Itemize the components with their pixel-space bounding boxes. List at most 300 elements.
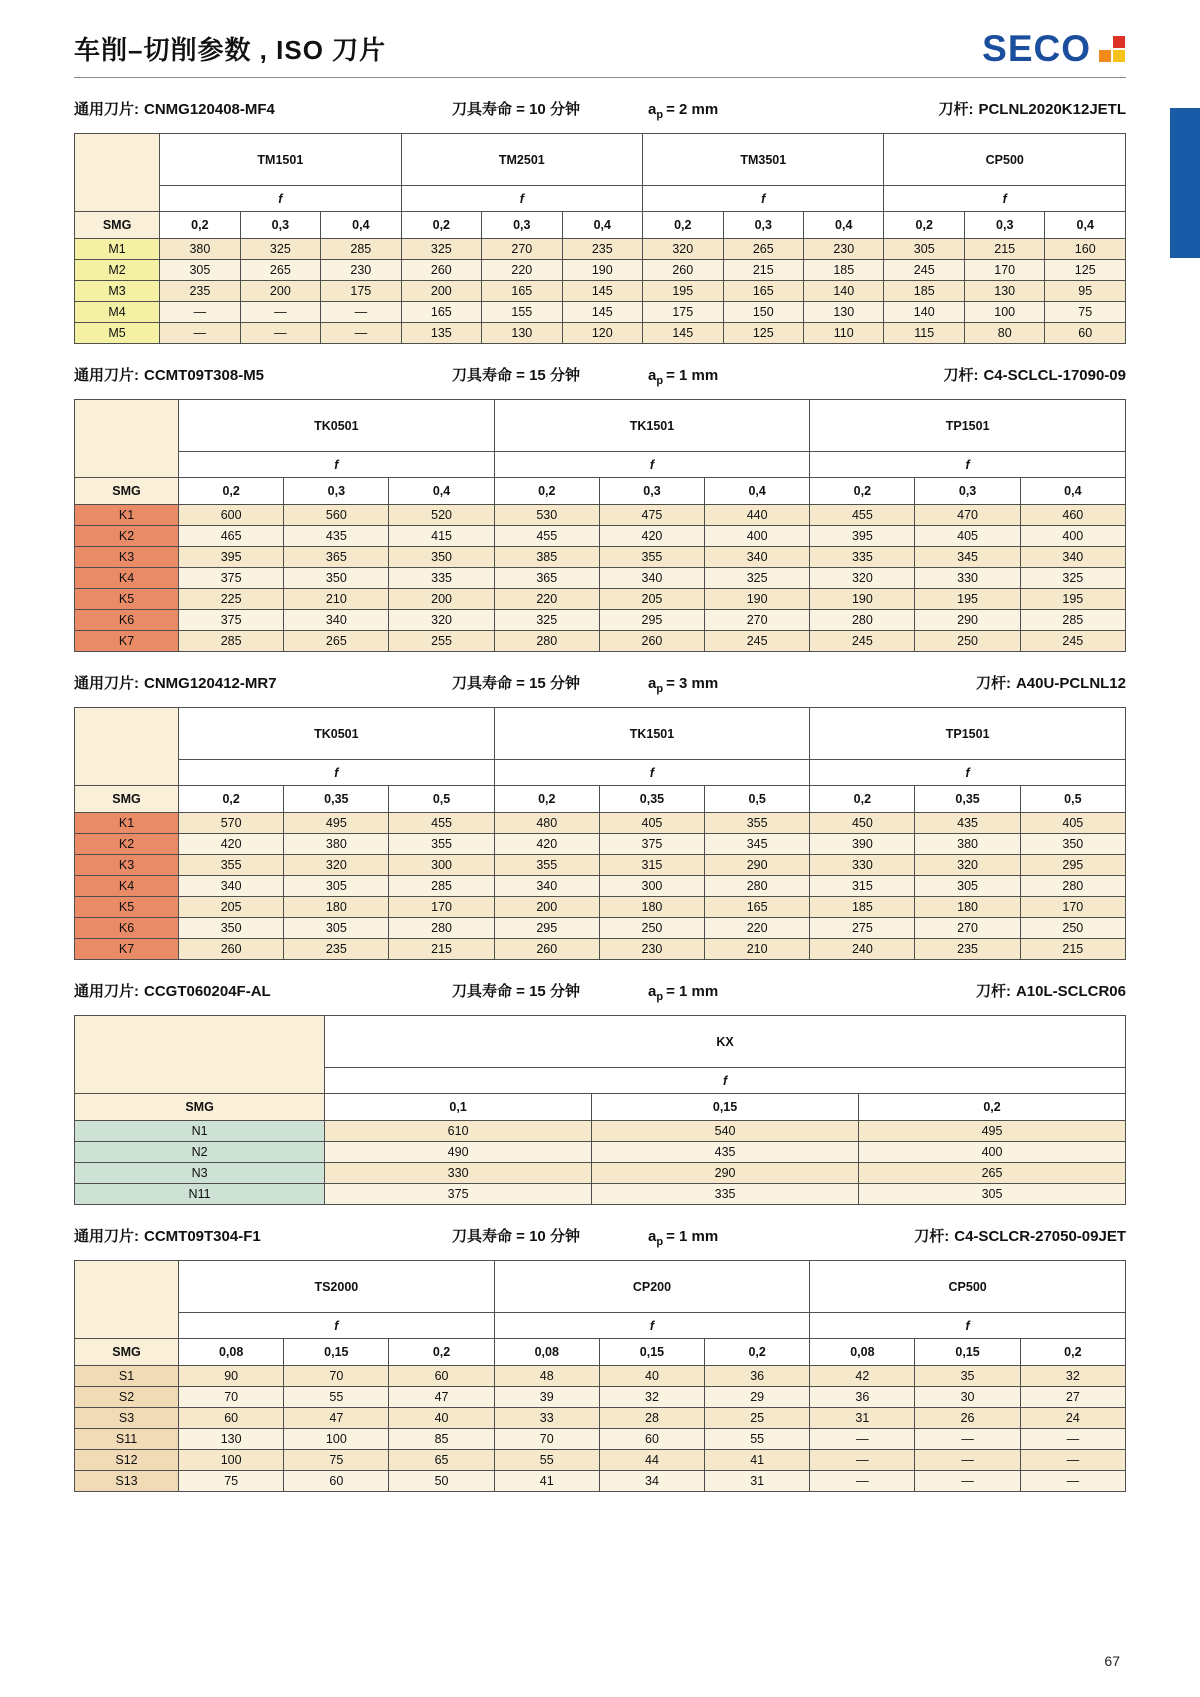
smg-row-header: K3 — [75, 547, 179, 568]
speed-value-cell: 90 — [179, 1366, 284, 1387]
speed-value-cell: 325 — [705, 568, 810, 589]
speed-value-cell: 205 — [179, 897, 284, 918]
speed-value-cell: 100 — [284, 1429, 389, 1450]
speed-value-cell: 325 — [240, 239, 320, 260]
feed-value-header: 0,1 — [325, 1094, 592, 1121]
speed-value-cell: 340 — [705, 547, 810, 568]
speed-value-cell: 31 — [810, 1408, 915, 1429]
speed-value-cell: 435 — [915, 813, 1020, 834]
speed-value-cell: 265 — [859, 1163, 1126, 1184]
holder-label: 刀杆: — [943, 367, 979, 384]
insert-label: 通用刀片: — [74, 101, 139, 118]
parameter-section — [74, 364, 1126, 652]
table-row — [75, 323, 1126, 344]
speed-value-cell: 265 — [284, 631, 389, 652]
speed-value-cell: 265 — [723, 239, 803, 260]
feed-value-row — [75, 786, 1126, 813]
feed-symbol-row — [75, 186, 1126, 212]
speed-value-cell: 145 — [562, 281, 642, 302]
feed-value-header: 0,5 — [705, 786, 810, 813]
parameter-section — [74, 672, 1126, 960]
speed-value-cell: 80 — [964, 323, 1044, 344]
insert-name — [74, 980, 452, 1001]
speed-value-cell: 265 — [240, 260, 320, 281]
speed-value-cell: 315 — [599, 855, 704, 876]
table-corner — [75, 1261, 179, 1339]
smg-header: SMG — [75, 786, 179, 813]
speed-value-cell: 435 — [592, 1142, 859, 1163]
speed-value-cell: 245 — [884, 260, 964, 281]
grade-header-row — [75, 400, 1126, 452]
speed-value-cell: 570 — [179, 813, 284, 834]
speed-value-cell: 285 — [389, 876, 494, 897]
cutting-data-table — [74, 1015, 1126, 1205]
feed-value-header: 0,2 — [810, 478, 915, 505]
table-row — [75, 834, 1126, 855]
feed-value-header: 0,2 — [884, 212, 964, 239]
table-row — [75, 1366, 1126, 1387]
speed-value-cell: 150 — [723, 302, 803, 323]
speed-value-cell: 200 — [389, 589, 494, 610]
speed-value-cell: 125 — [723, 323, 803, 344]
section-header — [74, 672, 1126, 695]
holder-label: 刀杆: — [914, 1228, 950, 1245]
speed-value-cell: 400 — [1020, 526, 1125, 547]
speed-value-cell: 31 — [705, 1471, 810, 1492]
speed-value-cell: 380 — [160, 239, 240, 260]
smg-row-header: N3 — [75, 1163, 325, 1184]
table-row — [75, 1429, 1126, 1450]
ap-value: = 1 mm — [666, 1228, 719, 1245]
feed-value-header: 0,4 — [562, 212, 642, 239]
table-row — [75, 547, 1126, 568]
table-row — [75, 876, 1126, 897]
speed-value-cell: 48 — [494, 1366, 599, 1387]
speed-value-cell: 530 — [494, 505, 599, 526]
speed-value-cell: 340 — [494, 876, 599, 897]
table-row — [75, 589, 1126, 610]
smg-row-header: K2 — [75, 526, 179, 547]
speed-value-cell: 330 — [915, 568, 1020, 589]
speed-value-cell: 100 — [964, 302, 1044, 323]
insert-value: CCGT060204F-AL — [144, 983, 271, 1000]
page-title: 车削–切削参数 , ISO 刀片 — [74, 35, 387, 65]
feed-symbol: f — [179, 1313, 495, 1339]
feed-value-header: 0,2 — [401, 212, 481, 239]
table-row — [75, 526, 1126, 547]
speed-value-cell: 285 — [179, 631, 284, 652]
speed-value-cell: 55 — [284, 1387, 389, 1408]
feed-value-header: 0,35 — [599, 786, 704, 813]
speed-value-cell: 235 — [562, 239, 642, 260]
speed-value-cell: 65 — [389, 1450, 494, 1471]
speed-value-cell: 190 — [705, 589, 810, 610]
speed-value-cell: 295 — [599, 610, 704, 631]
speed-value-cell: 215 — [964, 239, 1044, 260]
smg-row-header: M5 — [75, 323, 160, 344]
speed-value-cell: 39 — [494, 1387, 599, 1408]
speed-value-cell: 260 — [599, 631, 704, 652]
speed-value-cell: 25 — [705, 1408, 810, 1429]
speed-value-cell: 320 — [810, 568, 915, 589]
speed-value-cell: 170 — [964, 260, 1044, 281]
speed-value-cell: 280 — [810, 610, 915, 631]
feed-value-header: 0,2 — [1020, 1339, 1125, 1366]
feed-value-header: 0,5 — [1020, 786, 1125, 813]
table-row — [75, 631, 1126, 652]
speed-value-cell: 140 — [804, 281, 884, 302]
speed-value-cell: 315 — [810, 876, 915, 897]
speed-value-cell: 280 — [494, 631, 599, 652]
feed-value-header: 0,3 — [482, 212, 562, 239]
holder-value: PCLNL2020K12JETL — [978, 101, 1126, 118]
table-row — [75, 813, 1126, 834]
speed-value-cell: 165 — [401, 302, 481, 323]
speed-value-cell: 305 — [284, 876, 389, 897]
speed-value-cell: 47 — [389, 1387, 494, 1408]
feed-symbol: f — [325, 1068, 1126, 1094]
feed-symbol: f — [643, 186, 884, 212]
cutting-depth-text — [648, 983, 976, 1003]
holder-name — [914, 1225, 1126, 1246]
smg-row-header: M2 — [75, 260, 160, 281]
page-edge-tab — [1170, 108, 1200, 258]
feed-value-header: 0,3 — [599, 478, 704, 505]
table-row — [75, 239, 1126, 260]
speed-value-cell: 41 — [705, 1450, 810, 1471]
speed-value-cell: 140 — [884, 302, 964, 323]
speed-value-cell: 495 — [284, 813, 389, 834]
table-row — [75, 302, 1126, 323]
table-row — [75, 1408, 1126, 1429]
speed-value-cell: 180 — [599, 897, 704, 918]
insert-value: CCMT09T304-F1 — [144, 1228, 261, 1245]
speed-value-cell: 450 — [810, 813, 915, 834]
insert-label: 通用刀片: — [74, 983, 139, 1000]
table-row — [75, 1387, 1126, 1408]
speed-value-cell: 340 — [179, 876, 284, 897]
speed-value-cell: 180 — [915, 897, 1020, 918]
smg-row-header: K7 — [75, 939, 179, 960]
feed-value-header: 0,08 — [494, 1339, 599, 1366]
speed-value-cell: 335 — [810, 547, 915, 568]
smg-row-header: N2 — [75, 1142, 325, 1163]
feed-value-header: 0,2 — [643, 212, 723, 239]
speed-value-cell: 280 — [389, 918, 494, 939]
grade-header: TP1501 — [810, 708, 1126, 760]
cutting-data-table — [74, 707, 1126, 960]
feed-value-header: 0,2 — [859, 1094, 1126, 1121]
logo-red-square — [1113, 36, 1125, 48]
speed-value-cell: 415 — [389, 526, 494, 547]
speed-value-cell: 480 — [494, 813, 599, 834]
speed-value-cell: 285 — [1020, 610, 1125, 631]
grade-header: TK1501 — [494, 400, 810, 452]
feed-value-header: 0,2 — [494, 786, 599, 813]
speed-value-cell: 375 — [179, 568, 284, 589]
speed-value-cell: 42 — [810, 1366, 915, 1387]
speed-value-cell: 375 — [325, 1184, 592, 1205]
speed-value-cell: 175 — [321, 281, 401, 302]
speed-value-cell: — — [915, 1471, 1020, 1492]
speed-value-cell: 235 — [284, 939, 389, 960]
speed-value-cell: — — [810, 1429, 915, 1450]
speed-value-cell: — — [160, 302, 240, 323]
feed-symbol: f — [810, 760, 1126, 786]
speed-value-cell: 165 — [482, 281, 562, 302]
speed-value-cell: 455 — [494, 526, 599, 547]
grade-header: TM1501 — [160, 134, 401, 186]
speed-value-cell: 170 — [389, 897, 494, 918]
feed-symbol: f — [494, 1313, 810, 1339]
cutting-depth-text — [648, 1228, 914, 1248]
feed-value-row — [75, 1339, 1126, 1366]
smg-row-header: K5 — [75, 897, 179, 918]
speed-value-cell: 270 — [482, 239, 562, 260]
speed-value-cell: 270 — [915, 918, 1020, 939]
smg-row-header: K3 — [75, 855, 179, 876]
speed-value-cell: 125 — [1045, 260, 1126, 281]
speed-value-cell: 75 — [284, 1450, 389, 1471]
parameter-section — [74, 98, 1126, 344]
speed-value-cell: 135 — [401, 323, 481, 344]
table-row — [75, 918, 1126, 939]
holder-label: 刀杆: — [938, 101, 974, 118]
speed-value-cell: 280 — [1020, 876, 1125, 897]
speed-value-cell: — — [1020, 1450, 1125, 1471]
speed-value-cell: — — [810, 1450, 915, 1471]
insert-label: 通用刀片: — [74, 367, 139, 384]
speed-value-cell: 44 — [599, 1450, 704, 1471]
section-header — [74, 1225, 1126, 1248]
table-corner — [75, 708, 179, 786]
speed-value-cell: 70 — [494, 1429, 599, 1450]
feed-value-header: 0,35 — [915, 786, 1020, 813]
smg-row-header: K4 — [75, 876, 179, 897]
speed-value-cell: 35 — [915, 1366, 1020, 1387]
feed-value-header: 0,2 — [179, 786, 284, 813]
speed-value-cell: 350 — [1020, 834, 1125, 855]
grade-header: TK1501 — [494, 708, 810, 760]
insert-name — [74, 98, 452, 119]
speed-value-cell: 490 — [325, 1142, 592, 1163]
speed-value-cell: 26 — [915, 1408, 1020, 1429]
speed-value-cell: 195 — [643, 281, 723, 302]
speed-value-cell: 75 — [179, 1471, 284, 1492]
speed-value-cell: — — [321, 302, 401, 323]
speed-value-cell: 195 — [915, 589, 1020, 610]
speed-value-cell: 380 — [284, 834, 389, 855]
speed-value-cell: 440 — [705, 505, 810, 526]
feed-value-row — [75, 212, 1126, 239]
table-row — [75, 610, 1126, 631]
smg-row-header: K2 — [75, 834, 179, 855]
speed-value-cell: 390 — [810, 834, 915, 855]
speed-value-cell: — — [915, 1450, 1020, 1471]
feed-value-header: 0,5 — [389, 786, 494, 813]
smg-header: SMG — [75, 1339, 179, 1366]
speed-value-cell: 41 — [494, 1471, 599, 1492]
speed-value-cell: 405 — [1020, 813, 1125, 834]
speed-value-cell: 165 — [723, 281, 803, 302]
speed-value-cell: 130 — [804, 302, 884, 323]
page-header — [74, 0, 1126, 67]
feed-value-header: 0,08 — [810, 1339, 915, 1366]
grade-header: TP1501 — [810, 400, 1126, 452]
speed-value-cell: 145 — [643, 323, 723, 344]
speed-value-cell: 120 — [562, 323, 642, 344]
section-header — [74, 98, 1126, 121]
feed-value-header: 0,15 — [915, 1339, 1020, 1366]
smg-row-header: K1 — [75, 505, 179, 526]
section-header — [74, 980, 1126, 1003]
speed-value-cell: 29 — [705, 1387, 810, 1408]
ap-symbol: a — [648, 101, 657, 118]
speed-value-cell: 215 — [1020, 939, 1125, 960]
speed-value-cell: 340 — [599, 568, 704, 589]
speed-value-cell: — — [810, 1471, 915, 1492]
feed-value-header: 0,4 — [1020, 478, 1125, 505]
speed-value-cell: 60 — [599, 1429, 704, 1450]
table-row — [75, 1163, 1126, 1184]
cutting-depth-text — [648, 675, 976, 695]
speed-value-cell: 335 — [592, 1184, 859, 1205]
speed-value-cell: 250 — [1020, 918, 1125, 939]
ap-subscript: p — [656, 109, 664, 121]
tool-life-text: 刀具寿命 = 15 分钟 — [452, 367, 580, 384]
smg-header: SMG — [75, 478, 179, 505]
grade-header: KX — [325, 1016, 1126, 1068]
speed-value-cell: 405 — [915, 526, 1020, 547]
speed-value-cell: 215 — [723, 260, 803, 281]
speed-value-cell: 130 — [482, 323, 562, 344]
speed-value-cell: 75 — [1045, 302, 1126, 323]
speed-value-cell: — — [240, 302, 320, 323]
speed-value-cell: 155 — [482, 302, 562, 323]
feed-value-row — [75, 1094, 1126, 1121]
speed-value-cell: 320 — [284, 855, 389, 876]
speed-value-cell: 285 — [321, 239, 401, 260]
speed-value-cell: 355 — [705, 813, 810, 834]
holder-name — [938, 98, 1126, 119]
speed-value-cell: 290 — [915, 610, 1020, 631]
table-row — [75, 260, 1126, 281]
feed-value-header: 0,15 — [284, 1339, 389, 1366]
speed-value-cell: 305 — [859, 1184, 1126, 1205]
feed-symbol: f — [179, 452, 495, 478]
feed-symbol: f — [884, 186, 1126, 212]
tool-life-text: 刀具寿命 = 15 分钟 — [452, 983, 580, 1000]
speed-value-cell: 355 — [494, 855, 599, 876]
speed-value-cell: 330 — [810, 855, 915, 876]
ap-subscript: p — [656, 991, 664, 1003]
insert-value: CNMG120408-MF4 — [144, 101, 275, 118]
speed-value-cell: 230 — [321, 260, 401, 281]
cutting-depth-text — [648, 367, 943, 387]
speed-value-cell: 375 — [179, 610, 284, 631]
feed-value-header: 0,15 — [599, 1339, 704, 1366]
smg-row-header: K4 — [75, 568, 179, 589]
speed-value-cell: 460 — [1020, 505, 1125, 526]
insert-label: 通用刀片: — [74, 675, 139, 692]
speed-value-cell: 320 — [643, 239, 723, 260]
speed-value-cell: 275 — [810, 918, 915, 939]
feed-value-header: 0,35 — [284, 786, 389, 813]
grade-header: TS2000 — [179, 1261, 495, 1313]
speed-value-cell: 245 — [1020, 631, 1125, 652]
feed-symbol: f — [160, 186, 401, 212]
speed-value-cell: 260 — [494, 939, 599, 960]
table-row — [75, 939, 1126, 960]
seco-logo — [982, 30, 1126, 67]
speed-value-cell: 230 — [599, 939, 704, 960]
ap-symbol: a — [648, 367, 657, 384]
smg-row-header: S3 — [75, 1408, 179, 1429]
grade-header: TM3501 — [643, 134, 884, 186]
speed-value-cell: 610 — [325, 1121, 592, 1142]
feed-value-header: 0,3 — [915, 478, 1020, 505]
ap-subscript: p — [656, 1236, 664, 1248]
speed-value-cell: 405 — [599, 813, 704, 834]
speed-value-cell: 420 — [179, 834, 284, 855]
feed-symbol: f — [494, 452, 810, 478]
speed-value-cell: 33 — [494, 1408, 599, 1429]
feed-value-header: 0,3 — [240, 212, 320, 239]
speed-value-cell: 335 — [389, 568, 494, 589]
speed-value-cell: 470 — [915, 505, 1020, 526]
feed-symbol: f — [810, 452, 1126, 478]
cutting-data-table — [74, 399, 1126, 652]
speed-value-cell: 560 — [284, 505, 389, 526]
holder-label: 刀杆: — [975, 675, 1011, 692]
speed-value-cell: 350 — [179, 918, 284, 939]
speed-value-cell: 270 — [705, 610, 810, 631]
speed-value-cell: 240 — [810, 939, 915, 960]
grade-header: TM2501 — [401, 134, 642, 186]
speed-value-cell: 435 — [284, 526, 389, 547]
smg-row-header: K7 — [75, 631, 179, 652]
speed-value-cell: 375 — [599, 834, 704, 855]
speed-value-cell: 28 — [599, 1408, 704, 1429]
speed-value-cell: 455 — [810, 505, 915, 526]
cutting-data-table — [74, 1260, 1126, 1492]
speed-value-cell: 210 — [284, 589, 389, 610]
table-corner — [75, 134, 160, 212]
speed-value-cell: 50 — [389, 1471, 494, 1492]
ap-subscript: p — [656, 375, 664, 387]
speed-value-cell: 420 — [494, 834, 599, 855]
speed-value-cell: 27 — [1020, 1387, 1125, 1408]
feed-value-header: 0,4 — [1045, 212, 1126, 239]
speed-value-cell: 260 — [643, 260, 723, 281]
speed-value-cell: 32 — [1020, 1366, 1125, 1387]
speed-value-cell: 305 — [884, 239, 964, 260]
speed-value-cell: 420 — [599, 526, 704, 547]
table-row — [75, 281, 1126, 302]
speed-value-cell: 220 — [482, 260, 562, 281]
grade-header: TK0501 — [179, 400, 495, 452]
smg-row-header: K5 — [75, 589, 179, 610]
table-row — [75, 897, 1126, 918]
tool-life-text: 刀具寿命 = 15 分钟 — [452, 675, 580, 692]
ap-symbol: a — [648, 1228, 657, 1245]
insert-name — [74, 672, 452, 693]
speed-value-cell: 340 — [284, 610, 389, 631]
parameter-section — [74, 980, 1126, 1205]
feed-value-row — [75, 478, 1126, 505]
ap-value: = 1 mm — [666, 367, 719, 384]
speed-value-cell: 85 — [389, 1429, 494, 1450]
